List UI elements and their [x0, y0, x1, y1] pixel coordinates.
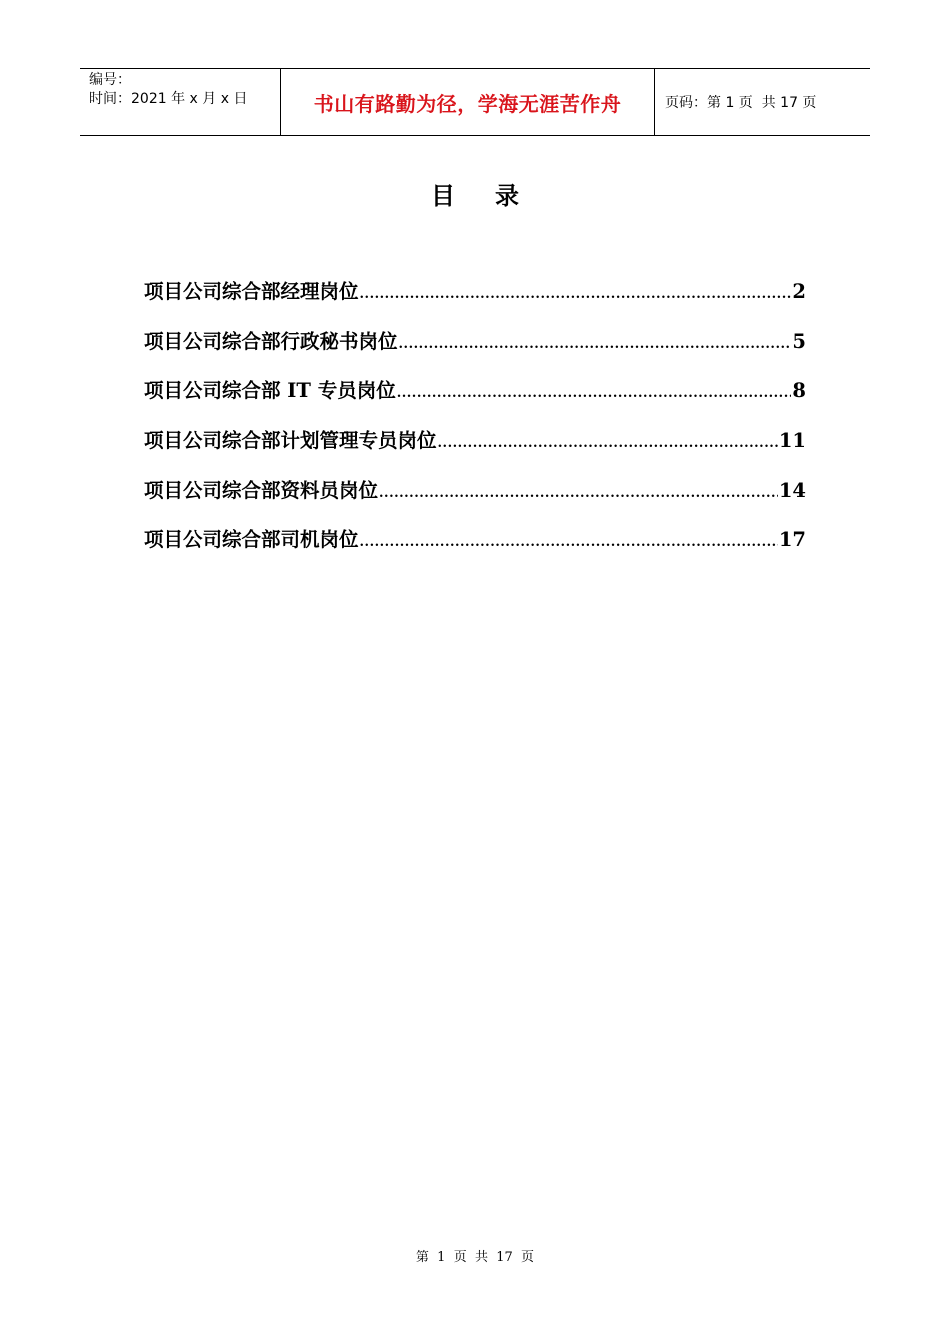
- toc-entry[interactable]: [144, 524, 806, 574]
- toc-entry-label: 项目公司综合部行政秘书岗位: [144, 329, 398, 353]
- document-number-label: 编号：: [89, 72, 131, 88]
- toc-entry-label: 项目公司综合部 IT 专员岗位: [144, 379, 396, 403]
- toc-entry-label: 项目公司综合部计划管理专员岗位: [144, 429, 437, 453]
- toc-entry-page: 8: [792, 379, 806, 403]
- toc-entry[interactable]: [144, 276, 806, 326]
- toc-dot-leader: [438, 436, 778, 451]
- toc-entry-page: 14: [778, 478, 806, 502]
- toc-entry-page: 5: [792, 329, 806, 353]
- toc-dot-leader: [399, 337, 792, 352]
- page-footer: [0, 1246, 950, 1265]
- toc-entry-page: 17: [778, 528, 806, 552]
- toc-dot-leader: [360, 287, 792, 302]
- toc-title: 目录: [431, 182, 559, 210]
- toc-dot-leader: [397, 386, 792, 401]
- header-page-cell: [655, 69, 870, 135]
- toc-dot-leader: [360, 535, 778, 550]
- toc-dot-leader: [379, 486, 778, 501]
- toc-entry[interactable]: [144, 425, 806, 475]
- toc-entry-page: 11: [778, 429, 806, 453]
- toc-entry[interactable]: [144, 375, 806, 425]
- header-page-info: 页码：第 1 页 共 17 页: [665, 95, 817, 111]
- header-motto-cell: [281, 69, 655, 135]
- document-header: [80, 68, 870, 136]
- toc-entry-page: 2: [792, 280, 806, 303]
- document-date-label: 时间：2021 年 x 月 x 日: [89, 91, 248, 107]
- toc-entry-label: 项目公司综合部经理岗位: [144, 280, 359, 303]
- toc-entry[interactable]: [144, 475, 806, 525]
- toc-entry-label: 项目公司综合部司机岗位: [144, 528, 359, 552]
- header-motto: 书山有路勤为径，学海无涯苦作舟: [313, 91, 622, 116]
- toc-entry-label: 项目公司综合部资料员岗位: [144, 478, 379, 502]
- toc-list: [144, 276, 806, 574]
- footer-page-number: 第 1 页 共 17 页: [415, 1250, 535, 1265]
- header-meta-cell: [80, 69, 281, 135]
- toc-entry[interactable]: [144, 326, 806, 376]
